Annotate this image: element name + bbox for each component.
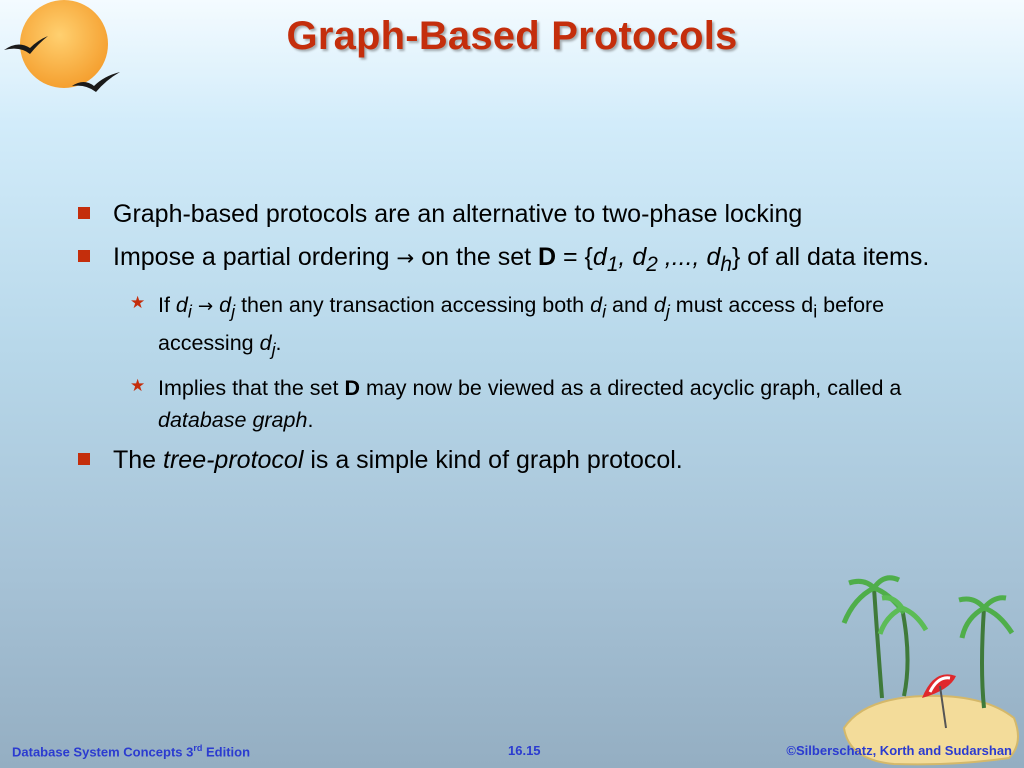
bullet-item: Impose a partial ordering → on the set $D = \{d_1$, $d_2$ ,..., $d_h$} of all data items. <box>78 239 938 283</box>
slide-title: Graph-Based Protocols <box>286 14 738 58</box>
bullet-list <box>78 196 938 485</box>
tropical-island-graphic <box>834 568 1024 768</box>
sub-bullet-item: ★ Implies that the set D may now be viewed as a directed acyclic graph, called a database graph. <box>130 372 938 436</box>
sub-bullet-item: ★ If $d_i \to d_j$ then any transaction accessing both $d_i$ and $d_j$ must access $d_i$ before accessing $d_j$. <box>130 289 938 366</box>
star-bullet-icon: ★ <box>130 293 146 312</box>
slide-footer <box>0 743 1024 763</box>
footer-copyright: ©Silberschatz, Korth and Sudarshan <box>786 743 1012 758</box>
bullet-square-icon <box>78 207 90 219</box>
star-bullet-icon: ★ <box>130 375 146 395</box>
footer-book-title: Database System Concepts 3rd Edition <box>12 743 251 760</box>
bullet-square-icon <box>78 453 90 465</box>
footer-slide-number: 16.15 <box>508 743 541 758</box>
bullet-item: Graph-based protocols are an alternative to two-phase locking <box>78 196 938 233</box>
bullet-item: The tree-protocol is a simple kind of graph protocol. <box>78 442 938 479</box>
bullet-square-icon <box>78 250 90 262</box>
